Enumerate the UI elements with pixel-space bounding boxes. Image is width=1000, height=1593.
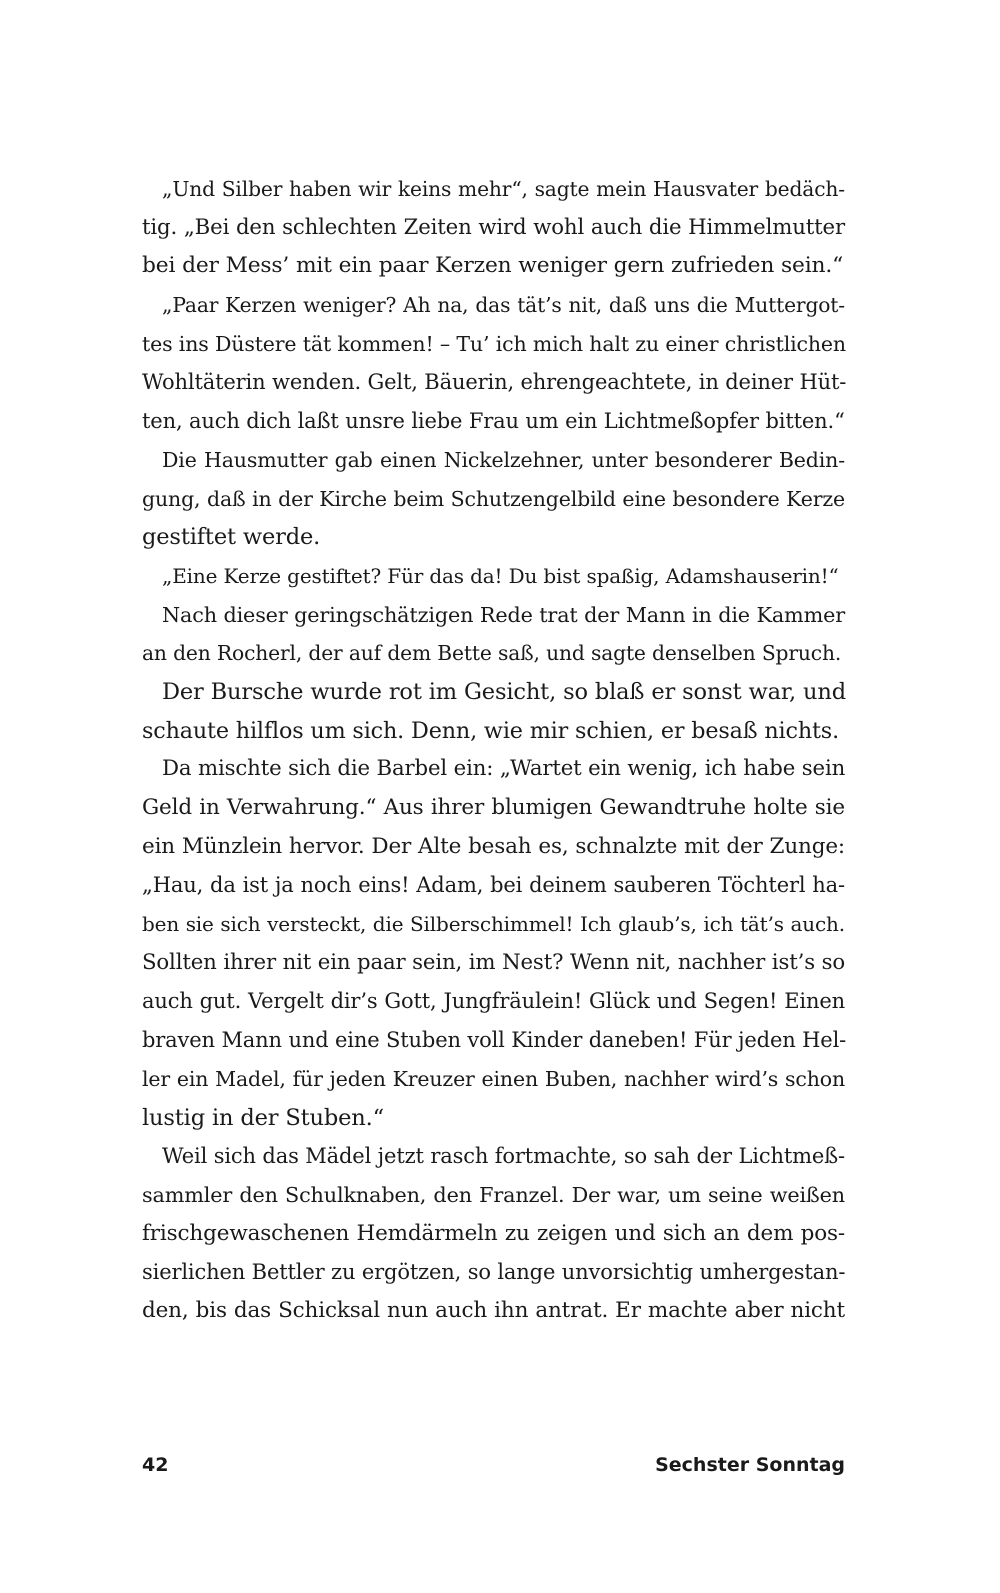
page-number: 42 [142,1454,169,1476]
text-line: Da mischte sich die Barbel ein: „Wartet ein wenig, ich habe sein [162,756,846,782]
page-footer [142,1450,845,1480]
text-line: lustig in der Stuben.“ [142,1104,385,1131]
text-line: den, bis das Schicksal nun auch ihn antrat. Er machte aber nicht [142,1297,845,1323]
text-line: ten, auch dich laßt unsre liebe Frau um ein Lichtmeßopfer bitten.“ [142,409,845,434]
text-line: „Hau, da ist ja noch eins! Adam, bei deinem sauberen Töchterl ha- [142,873,845,898]
text-line: Wohltäterin wenden. Gelt, Bäuerin, ehrengeachtete, in deiner Hüt- [142,370,847,395]
text-line: gung, daß in der Kirche beim Schutzengelbild eine besondere Kerze [142,486,845,511]
text-line: frischgewaschenen Hemdärmeln zu zeigen und sich an dem pos- [142,1220,845,1246]
text-line: Die Hausmutter gab einen Nickelzehner, unter besonderer Bedin- [162,447,845,472]
text-line: schaute hilflos um sich. Denn, wie mir schien, er besaß nichts. [142,717,839,744]
text-line: „Und Silber haben wir keins mehr“, sagte mein Hausvater bedäch- [162,177,845,201]
text-line: Der Bursche wurde rot im Gesicht, so blaß er sonst war, und [162,678,846,705]
text-line: an den Rocherl, der auf dem Bette saß, und sagte denselben Spruch. [142,641,842,666]
text-line: auch gut. Vergelt dir’s Gott, Jungfräulein! Glück und Segen! Einen [142,989,845,1014]
text-line: „Paar Kerzen weniger? Ah na, das tät’s nit, daß uns die Muttergot- [162,293,845,318]
text-line: ein Münzlein hervor. Der Alte besah es, schnalzte mit der Zunge: [142,833,845,859]
text-line: tig. „Bei den schlechten Zeiten wird wohl auch die Himmelmutter [142,214,845,240]
text-line: gestiftet werde. [142,524,321,551]
page-body [142,170,845,1331]
running-head: Sechster Sonntag [655,1454,845,1476]
text-line: braven Mann und eine Stuben voll Kinder daneben! Für jeden Hel- [142,1028,847,1053]
text-line: „Eine Kerze gestiftet? Für das da! Du bist spaßig, Adamshauserin!“ [162,563,839,588]
text-line: sammler den Schulknaben, den Franzel. Der war, um seine weißen [142,1182,845,1207]
text-line: ler ein Madel, für jeden Kreuzer einen Buben, nachher wird’s schon [142,1066,845,1091]
text-line: bei der Mess’ mit ein paar Kerzen weniger gern zufrieden sein.“ [142,253,844,279]
text-line: tes ins Düstere tät kommen! – Tu’ ich mich halt zu einer christlichen [142,331,846,356]
text-line: Nach dieser geringschätzigen Rede trat der Mann in die Kammer [162,602,845,627]
text-line: sierlichen Bettler zu ergötzen, so lange unvorsichtig umhergestan- [142,1260,846,1285]
text-line: Sollten ihrer nit ein paar sein, im Nest? Wenn nit, nachher ist’s so [142,949,845,975]
text-line: Geld in Verwahrung.“ Aus ihrer blumigen Gewandtruhe holte sie [142,795,845,820]
text-line: ben sie sich versteckt, die Silberschimmel! Ich glaub’s, ich tät’s auch. [142,912,845,937]
text-line: Weil sich das Mädel jetzt rasch fortmachte, so sah der Lichtmeß- [162,1144,845,1169]
